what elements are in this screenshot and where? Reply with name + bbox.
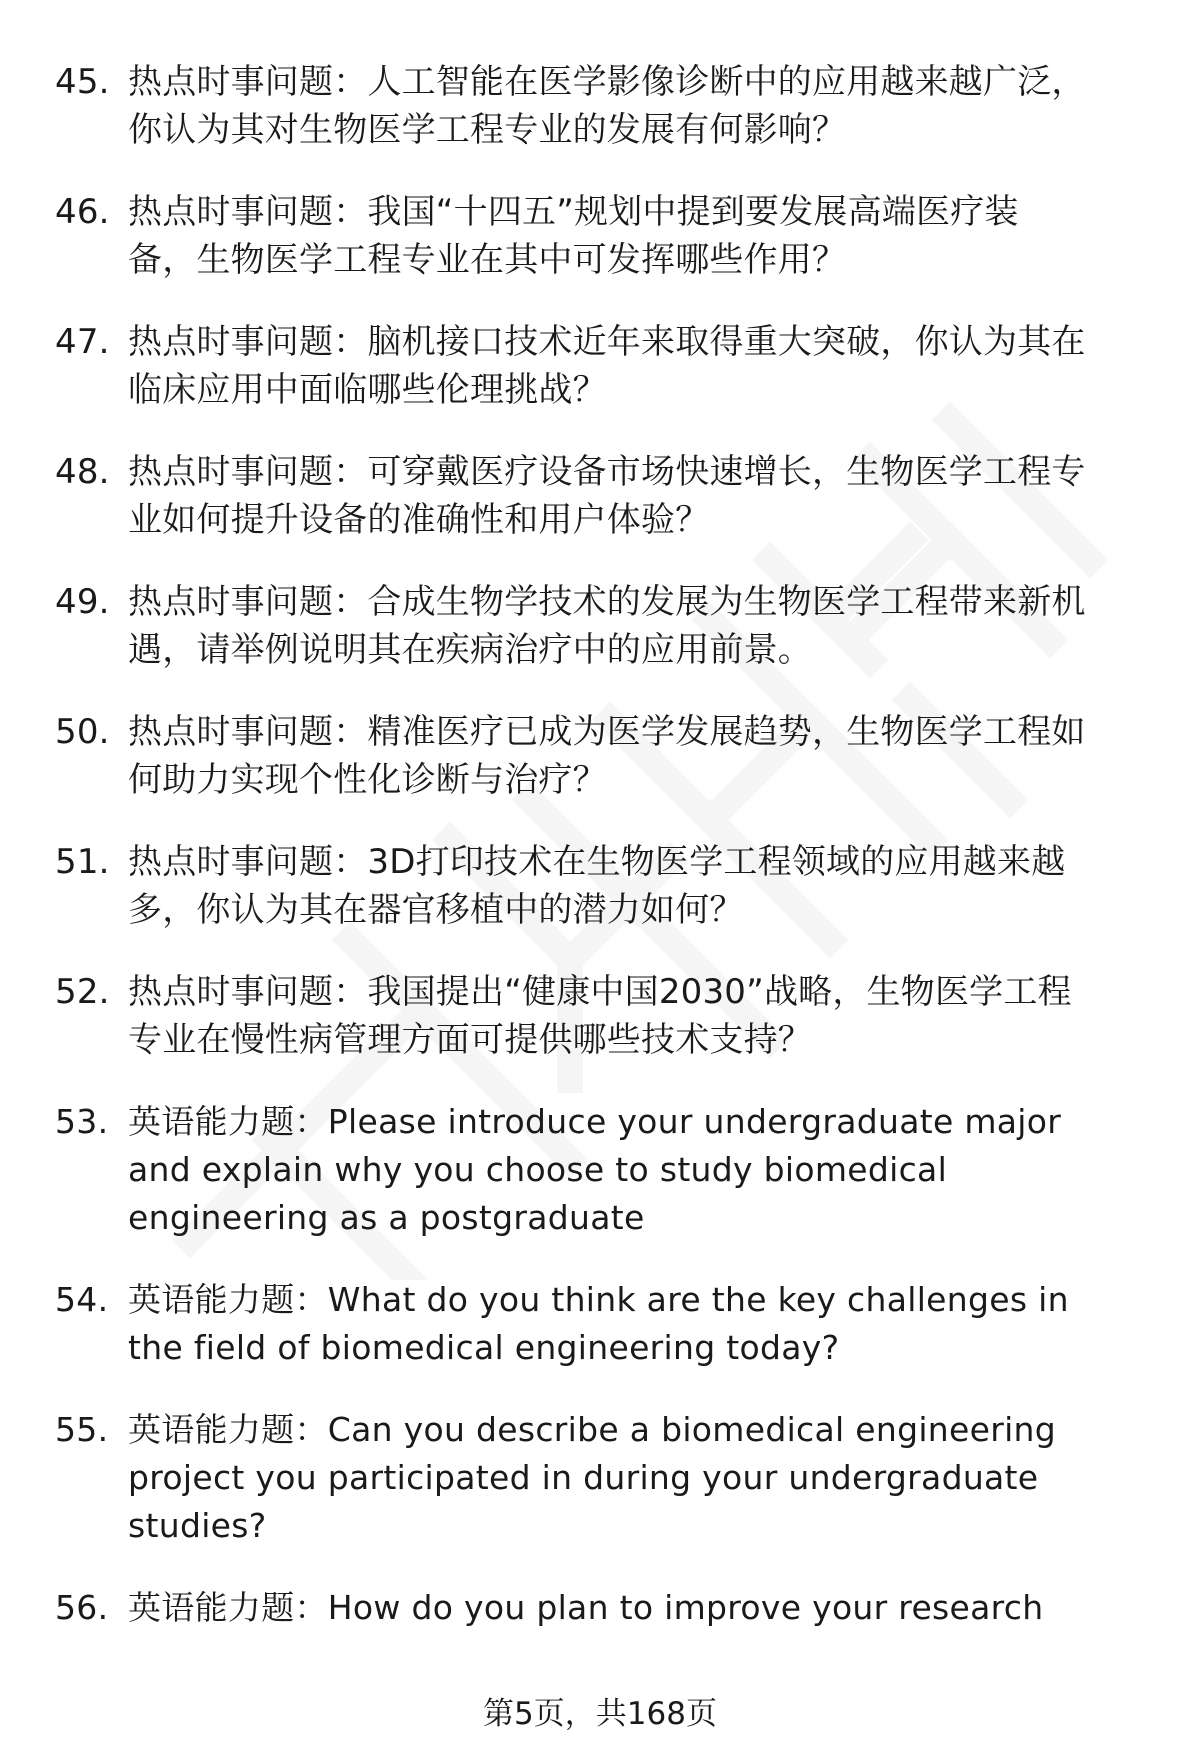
question-item [55, 968, 1155, 1064]
question-text: 英语能力题：Please introduce your undergraduate major and explain why you choose to study biomedical engineering as a postgraduate [128, 1102, 1062, 1237]
question-item [55, 188, 1155, 284]
question-text: 英语能力题：How do you plan to improve your research [128, 1588, 1044, 1627]
question-text: 热点时事问题：精准医疗已成为医学发展趋势，生物医学工程如 何助力实现个性化诊断与治疗？ [128, 712, 1086, 800]
question-text: 热点时事问题：合成生物学技术的发展为生物医学工程带来新机 遇，请举例说明其在疾病治疗中的应用前景。 [128, 582, 1086, 670]
question-number: 54. [55, 1280, 109, 1319]
question-number: 53. [55, 1102, 109, 1141]
question-item [55, 708, 1155, 804]
question-item [55, 58, 1155, 154]
question-text: 英语能力题：What do you think are the key challenges in the field of biomedical engineering today? [128, 1280, 1069, 1367]
question-text: 热点时事问题：3D打印技术在生物医学工程领域的应用越来越 多，你认为其在器官移植中的潜力如何？ [128, 842, 1066, 930]
question-text: 英语能力题：Can you describe a biomedical engineering project you participated in during your undergraduate studies? [128, 1410, 1057, 1545]
question-number: 46. [55, 192, 110, 232]
question-item [55, 1406, 1155, 1550]
question-number: 51. [55, 842, 110, 882]
question-item [55, 1276, 1155, 1372]
question-number: 55. [55, 1410, 109, 1449]
question-list [55, 58, 1155, 1666]
question-number: 45. [55, 62, 110, 102]
question-item [55, 1098, 1155, 1242]
question-number: 56. [55, 1588, 109, 1627]
question-item [55, 448, 1155, 544]
question-text: 热点时事问题：我国提出“健康中国2030”战略，生物医学工程 专业在慢性病管理方面可提供哪些技术支持？ [128, 972, 1072, 1060]
question-number: 47. [55, 322, 110, 362]
question-item [55, 1584, 1155, 1632]
question-text: 热点时事问题：我国“十四五”规划中提到要发展高端医疗装 备，生物医学工程专业在其中可发挥哪些作用？ [128, 192, 1019, 280]
question-item [55, 578, 1155, 674]
question-text: 热点时事问题：脑机接口技术近年来取得重大突破，你认为其在 临床应用中面临哪些伦理挑战？ [128, 322, 1086, 410]
question-item [55, 838, 1155, 934]
question-number: 48. [55, 452, 110, 492]
page-footer: 第5页，共168页 [483, 1696, 717, 1732]
question-text: 热点时事问题：可穿戴医疗设备市场快速增长，生物医学工程专 业如何提升设备的准确性和用户体验？ [128, 452, 1086, 540]
question-item [55, 318, 1155, 414]
question-number: 50. [55, 712, 110, 752]
question-number: 52. [55, 972, 110, 1012]
question-number: 49. [55, 582, 110, 622]
question-text: 热点时事问题：人工智能在医学影像诊断中的应用越来越广泛， 你认为其对生物医学工程专业的发展有何影响？ [128, 62, 1086, 150]
